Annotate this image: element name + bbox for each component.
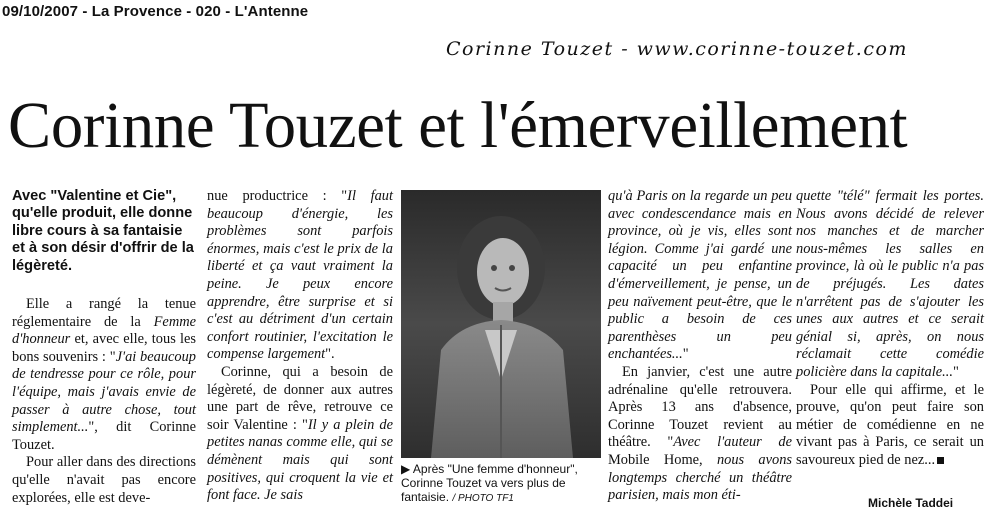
article-lead: Avec "Valentine et Cie", qu'elle produit, elle donne libre cours à sa fantaisie et à son désir d'offrir de la légèreté.: [12, 188, 194, 274]
paragraph: [207, 188, 393, 364]
paragraph: [12, 296, 196, 454]
end-mark-icon: [937, 457, 944, 464]
quote-italic: Il faut beaucoup d'énergie, les problèmes sont parfois énormes, mais c'est le prix de la liberté et ça vaut vraiment la peine. Je peux encore apprendre, être surprise et si c'est au détriment d'un certain confort routinier, l'excitation le compense largement: [207, 188, 393, 363]
column-1: [12, 296, 196, 507]
photo-caption: [401, 462, 601, 506]
credit-text: PHOTO TF1: [457, 493, 514, 504]
paragraph: [796, 382, 984, 470]
text-italic: Femme d'honneur: [12, 313, 196, 348]
quote-italic: qu'à Paris on la regarde un peu avec condescendance mais en province, où je vis, elles sont légion. Comme j'ai gardé une capacité un peu enfantine d'émerveillement, je pense, un peu naïvement peut-être, que le public a besoin de ces parenthèses un peu enchantées...: [608, 188, 792, 363]
paragraph: [796, 188, 984, 382]
text: ": [952, 363, 959, 380]
quote-italic: Avec l'auteur de: [673, 434, 792, 451]
article-photo: [401, 190, 601, 458]
text: Elle a rangé la tenue réglementaire de la: [12, 296, 196, 330]
text: En janvier, c'est une autre adrénaline qu'elle retrouvera. Après 13 ans d'absence, Corinne Touzet revient au théâtre. ": [608, 363, 792, 451]
column-4: [608, 188, 792, 505]
quote-italic: J'ai beaucoup de tendresse pour ce rôle, pour l'équipe, mais j'avais envie de passer à autre chose, tout simplement...: [12, 348, 197, 436]
source-line: Corinne Touzet - www.corinne-touzet.com: [446, 38, 908, 60]
quote-italic: nous avons longtemps cherché un théâtre parisien, mais mon éti-: [608, 451, 792, 504]
text: Mobile Home,: [608, 451, 717, 468]
caption-arrow-icon: ▶: [401, 462, 411, 476]
photo-credit: / PHOTO TF1: [452, 493, 514, 504]
paragraph: [207, 364, 393, 505]
column-2: [207, 188, 393, 505]
text: Corinne, qui a besoin de légèreté, de donner aux autres une part de rêve, retrouve ce soir Valentine : ": [207, 363, 393, 433]
text: ", dit Corinne Touzet.: [12, 419, 196, 453]
text: et, avec elle, tous les bons souvenirs : ": [12, 331, 196, 365]
edition-header: 09/10/2007 - La Provence - 020 - L'Antenne: [2, 3, 309, 20]
byline: Michèle Taddei: [868, 496, 954, 510]
paragraph: [608, 188, 792, 364]
text: ".: [325, 346, 335, 363]
column-5: [796, 188, 984, 470]
quote-italic: quette "télé" fermait les portes. Nous avons décidé de relever nos manches et de marcher nous-mêmes les salles en province, là où le public n'a pas de préjugés. Les dates n'arrêtent pas de s'ajouter les unes aux autres et ce serait génial si, après, on nous réclamait cette comédie policière dans la capitale...: [796, 188, 984, 380]
caption-text: Après "Une femme d'honneur", Corinne Touzet va vers plus de fantaisie.: [401, 462, 578, 504]
text: Pour elle qui affirme, et le prouve, qu'on peut faire son métier de comédienne en ne vivant pas à Paris, ce serait un savoureux pied de nez...: [796, 381, 984, 468]
portrait-image: [401, 190, 601, 458]
article-title: Corinne Touzet et l'émerveillement: [8, 89, 908, 162]
quote-italic: Il y a plein de petites nanas comme elle, qui se démènent mais qui sont positives, qui croquent la vie et font face. Je sais: [207, 416, 393, 504]
text: ": [682, 346, 689, 363]
paragraph: Pour aller dans des directions qu'elle n'avait pas encore explorées, elle est deve-: [12, 454, 196, 506]
text: nue productrice : ": [207, 188, 348, 204]
paragraph: [608, 364, 792, 505]
